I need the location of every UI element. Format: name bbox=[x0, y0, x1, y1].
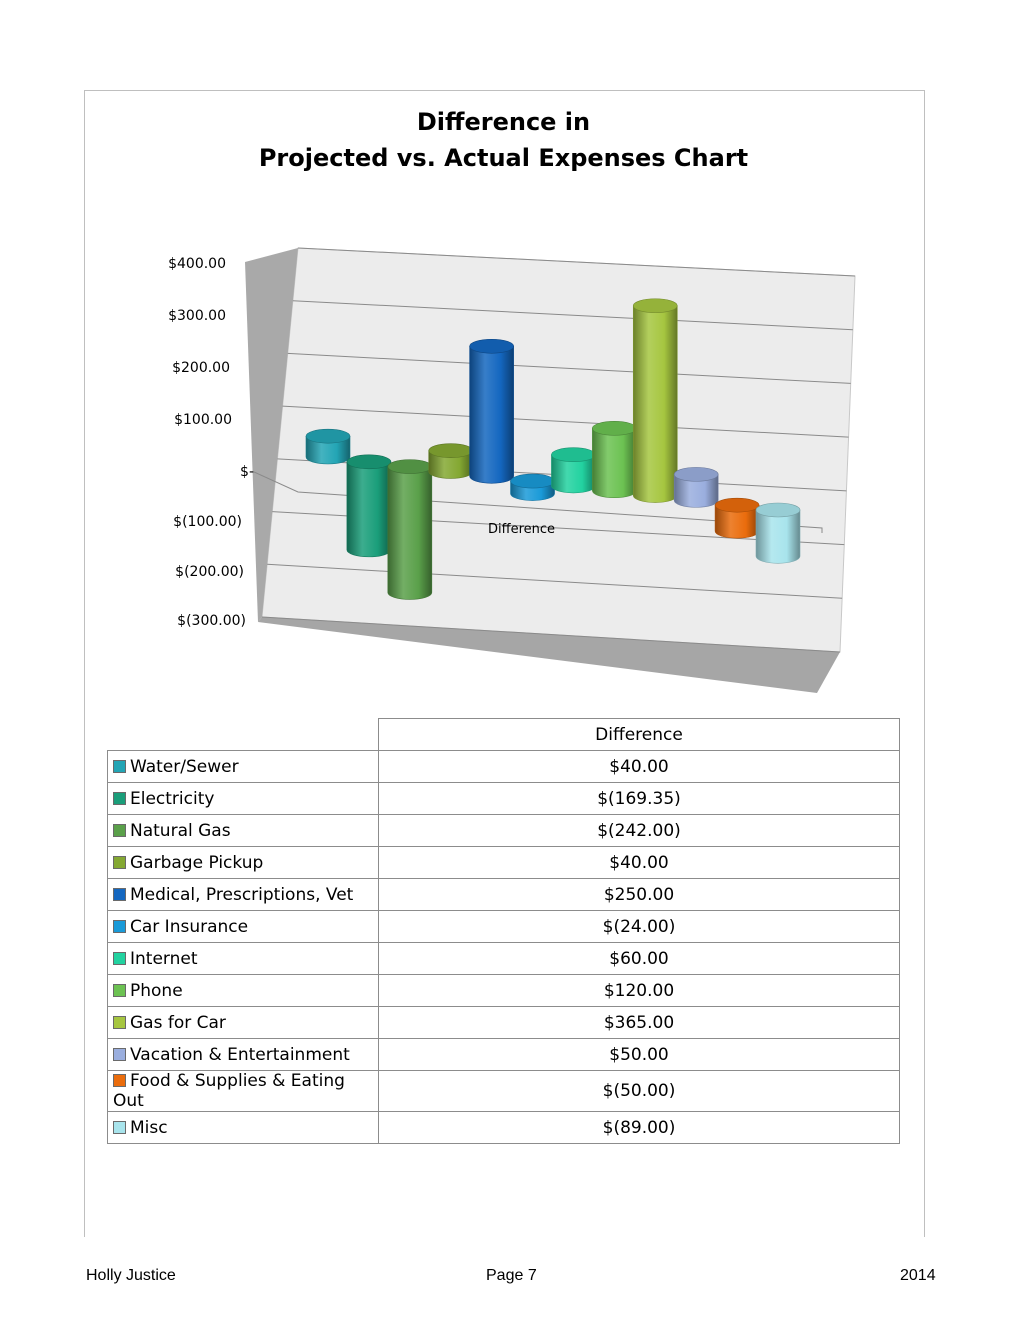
legend-swatch bbox=[113, 856, 126, 869]
legend-cell bbox=[108, 847, 379, 879]
legend-swatch bbox=[113, 792, 126, 805]
table-row bbox=[108, 975, 900, 1007]
table-row bbox=[108, 1112, 900, 1144]
difference-value: $40.00 bbox=[379, 847, 900, 879]
legend-cell bbox=[108, 975, 379, 1007]
category-label: Natural Gas bbox=[130, 820, 231, 841]
difference-value: $365.00 bbox=[379, 1007, 900, 1039]
table-row bbox=[108, 783, 900, 815]
difference-value: $(50.00) bbox=[379, 1071, 900, 1112]
category-label: Internet bbox=[130, 948, 198, 969]
category-label: Gas for Car bbox=[130, 1012, 226, 1033]
legend-cell bbox=[108, 1039, 379, 1071]
table-row bbox=[108, 1039, 900, 1071]
y-tick-label: $(100.00) bbox=[173, 514, 242, 530]
difference-value: $40.00 bbox=[379, 751, 900, 783]
legend-swatch bbox=[113, 1121, 126, 1134]
bar-7 bbox=[551, 448, 595, 493]
bar-10 bbox=[674, 467, 718, 507]
legend-cell bbox=[108, 879, 379, 911]
difference-value: $50.00 bbox=[379, 1039, 900, 1071]
difference-value: $(89.00) bbox=[379, 1112, 900, 1144]
table-corner bbox=[108, 719, 379, 751]
bar-12 bbox=[756, 503, 800, 563]
y-tick-label: $(200.00) bbox=[175, 564, 244, 580]
category-label: Electricity bbox=[130, 788, 215, 809]
y-tick-label: $100.00 bbox=[174, 412, 232, 428]
category-label: Garbage Pickup bbox=[130, 852, 264, 873]
chart-title-line-2: Projected vs. Actual Expenses Chart bbox=[258, 144, 749, 172]
table-row bbox=[108, 751, 900, 783]
legend-swatch bbox=[113, 1074, 126, 1087]
legend-cell bbox=[108, 1007, 379, 1039]
legend-swatch bbox=[113, 888, 126, 901]
difference-value: $(242.00) bbox=[379, 815, 900, 847]
category-label: Water/Sewer bbox=[130, 756, 239, 777]
footer-page-number: Page 7 bbox=[486, 1267, 537, 1284]
data-table bbox=[107, 718, 900, 1144]
bar-8 bbox=[592, 421, 636, 497]
table-row bbox=[108, 1007, 900, 1039]
difference-value: $250.00 bbox=[379, 879, 900, 911]
legend-cell bbox=[108, 815, 379, 847]
table-header-difference: Difference bbox=[379, 719, 900, 751]
legend-cell bbox=[108, 911, 379, 943]
difference-value: $(24.00) bbox=[379, 911, 900, 943]
category-label: Food & Supplies & Eating Out bbox=[113, 1071, 345, 1111]
y-tick-label: $400.00 bbox=[168, 256, 226, 272]
table-row bbox=[108, 1071, 900, 1112]
legend-swatch bbox=[113, 1048, 126, 1061]
legend-cell bbox=[108, 1112, 379, 1144]
table-row bbox=[108, 815, 900, 847]
legend-cell bbox=[108, 1071, 379, 1112]
chart-title-line-1: Difference in bbox=[416, 108, 591, 136]
category-label: Vacation & Entertainment bbox=[130, 1044, 350, 1065]
table-row bbox=[108, 943, 900, 975]
legend-swatch bbox=[113, 760, 126, 773]
bar-6 bbox=[511, 474, 555, 500]
difference-value: $(169.35) bbox=[379, 783, 900, 815]
series-axis-label: Difference bbox=[488, 522, 556, 537]
table-row bbox=[108, 911, 900, 943]
category-label: Phone bbox=[130, 980, 183, 1001]
bar-1 bbox=[306, 429, 350, 464]
legend-cell bbox=[108, 943, 379, 975]
legend-cell bbox=[108, 751, 379, 783]
bar-5 bbox=[470, 339, 514, 483]
table-header-row bbox=[108, 719, 900, 751]
y-tick-label: $- bbox=[240, 464, 254, 480]
table-row bbox=[108, 847, 900, 879]
y-tick-label: $(300.00) bbox=[177, 613, 246, 629]
bar-4 bbox=[429, 444, 473, 479]
difference-value: $120.00 bbox=[379, 975, 900, 1007]
legend-swatch bbox=[113, 920, 126, 933]
bar-2 bbox=[347, 455, 391, 557]
category-label: Misc bbox=[130, 1117, 168, 1138]
footer-author: Holly Justice bbox=[86, 1267, 176, 1284]
difference-value: $60.00 bbox=[379, 943, 900, 975]
category-label: Medical, Prescriptions, Vet bbox=[130, 884, 354, 905]
legend-swatch bbox=[113, 1016, 126, 1029]
footer-year: 2014 bbox=[900, 1267, 936, 1284]
legend-cell bbox=[108, 783, 379, 815]
bar-3 bbox=[388, 460, 432, 600]
bar-9 bbox=[633, 299, 677, 503]
legend-swatch bbox=[113, 984, 126, 997]
bar-11 bbox=[715, 498, 759, 538]
legend-swatch bbox=[113, 952, 126, 965]
table-row bbox=[108, 879, 900, 911]
y-tick-label: $300.00 bbox=[168, 308, 226, 324]
y-tick-label: $200.00 bbox=[172, 360, 230, 376]
legend-swatch bbox=[113, 824, 126, 837]
category-label: Car Insurance bbox=[130, 916, 249, 937]
